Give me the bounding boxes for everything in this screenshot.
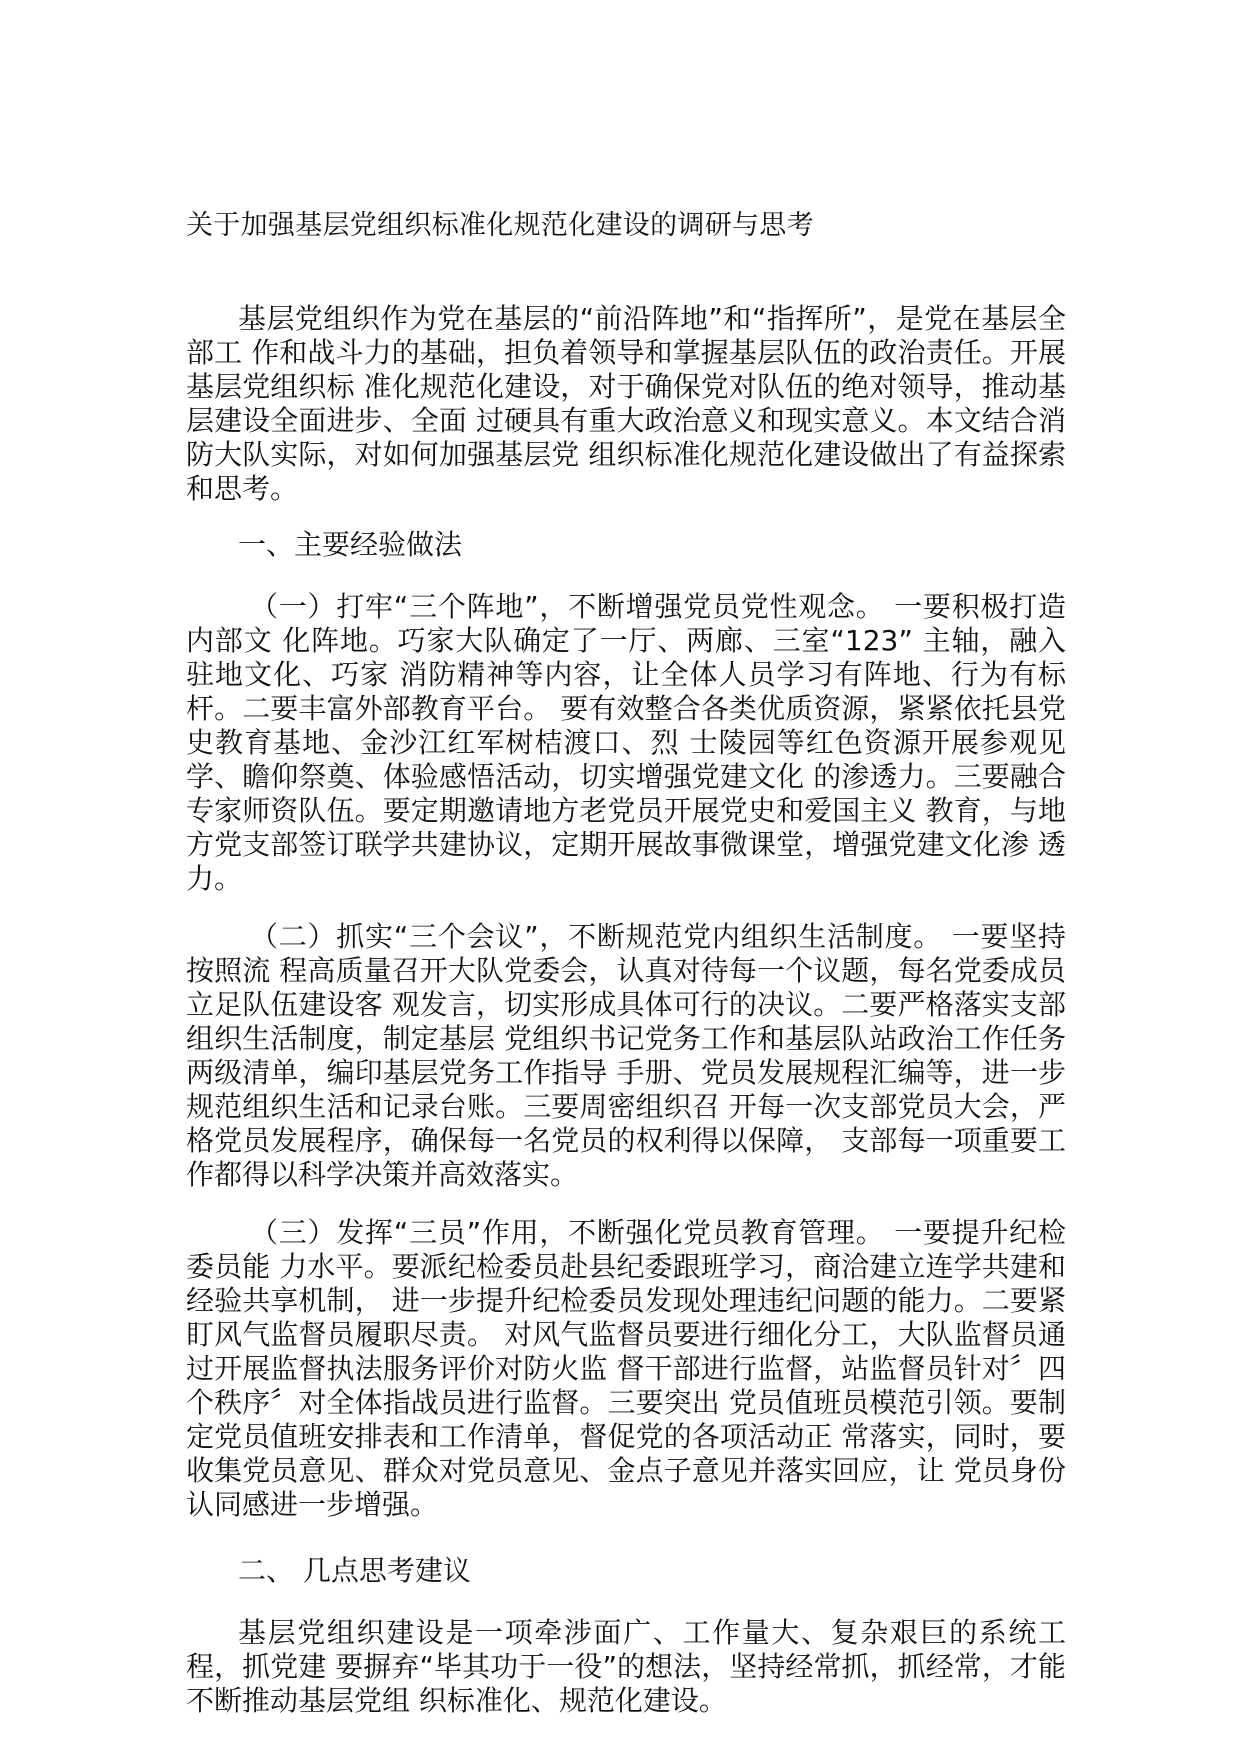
section-1-item-3: （三）发挥“三员”作用，不断强化党员教育管理。 一要提升纪检委员能 力水平。要派纪检委员赴县纪委跟班学习，商洽建立连学共建和经验共享机制， 进一步提升纪检委员发现处理违纪问题的能力。二要紧盯风气监督员履职尽责。 对风气监督员要进行细化分工，大队监督员通过开展监督执法服务评价对防火监 督干部进行监督，站监督员针对〞四个秩序〞对全体指战员进行监督。三要突出 党员值班员模范引领。要制定党员值班安排表和工作清单，督促党的各项活动正 常落实，同时，要收集党员意见、群众对党员意见、金点子意见并落实回应，让 党员身份认同感进一步增强。: [186, 1216, 1066, 1521]
section-2-body: 基层党组织建设是一项牵涉面广、工作量大、复杂艰巨的系统工程，抓党建 要摒弃“毕其功于一役”的想法，坚持经常抓，抓经常，才能不断推动基层党组 织标准化、规范化建设。: [186, 1616, 1066, 1717]
section-1-item-1: （一）打牢“三个阵地”，不断增强党员党性观念。 一要积极打造内部文 化阵地。巧家大队确定了一厅、两廊、三室“123” 主轴，融入驻地文化、巧家 消防精神等内容，让全体人员学习有阵地、行为有标杆。二要丰富外部教育平台。 要有效整合各类优质资源，紧紧依托县党史教育基地、金沙江红军树桔渡口、烈 士陵园等红色资源开展参观见学、瞻仰祭奠、体验感悟活动，切实增强党建文化 的渗透力。三要融合专家师资队伍。要定期邀请地方老党员开展党史和爱国主义 教育，与地方党支部签订联学共建协议，定期开展故事微课堂，增强党建文化渗 透力。: [186, 590, 1066, 895]
document-title: 关于加强基层党组织标准化规范化建设的调研与思考: [186, 210, 814, 241]
document-page: [186, 196, 1066, 1718]
section-1-heading: 一、主要经验做法: [238, 528, 463, 561]
section-1-item-2: （二）抓实“三个会议”，不断规范党内组织生活制度。 一要坚持按照流 程高质量召开大队党委会，认真对待每一个议题，每名党委成员立足队伍建设客 观发言，切实形成具体可行的决议。二要严格落实支部组织生活制度，制定基层 党组织书记党务工作和基层队站政治工作任务两级清单，编印基层党务工作指导 手册、党员发展规程汇编等，进一步规范组织生活和记录台账。三要周密组织召 开每一次支部党员大会，严格党员发展程序，确保每一名党员的权利得以保障， 支部每一项重要工作都得以科学决策并高效落实。: [186, 920, 1066, 1191]
intro-paragraph: 基层党组织作为党在基层的“前沿阵地”和“指挥所”，是党在基层全部工 作和战斗力的基础，担负着领导和掌握基层队伍的政治责任。开展基层党组织标 准化规范化建设，对于确保党对队伍的绝对领导，推动基层建设全面进步、全面 过硬具有重大政治意义和现实意义。本文结合消防大队实际，对如何加强基层党 组织标准化规范化建设做出了有益探索和思考。: [186, 302, 1066, 505]
section-2-heading: 二、 几点思考建议: [238, 1554, 471, 1587]
